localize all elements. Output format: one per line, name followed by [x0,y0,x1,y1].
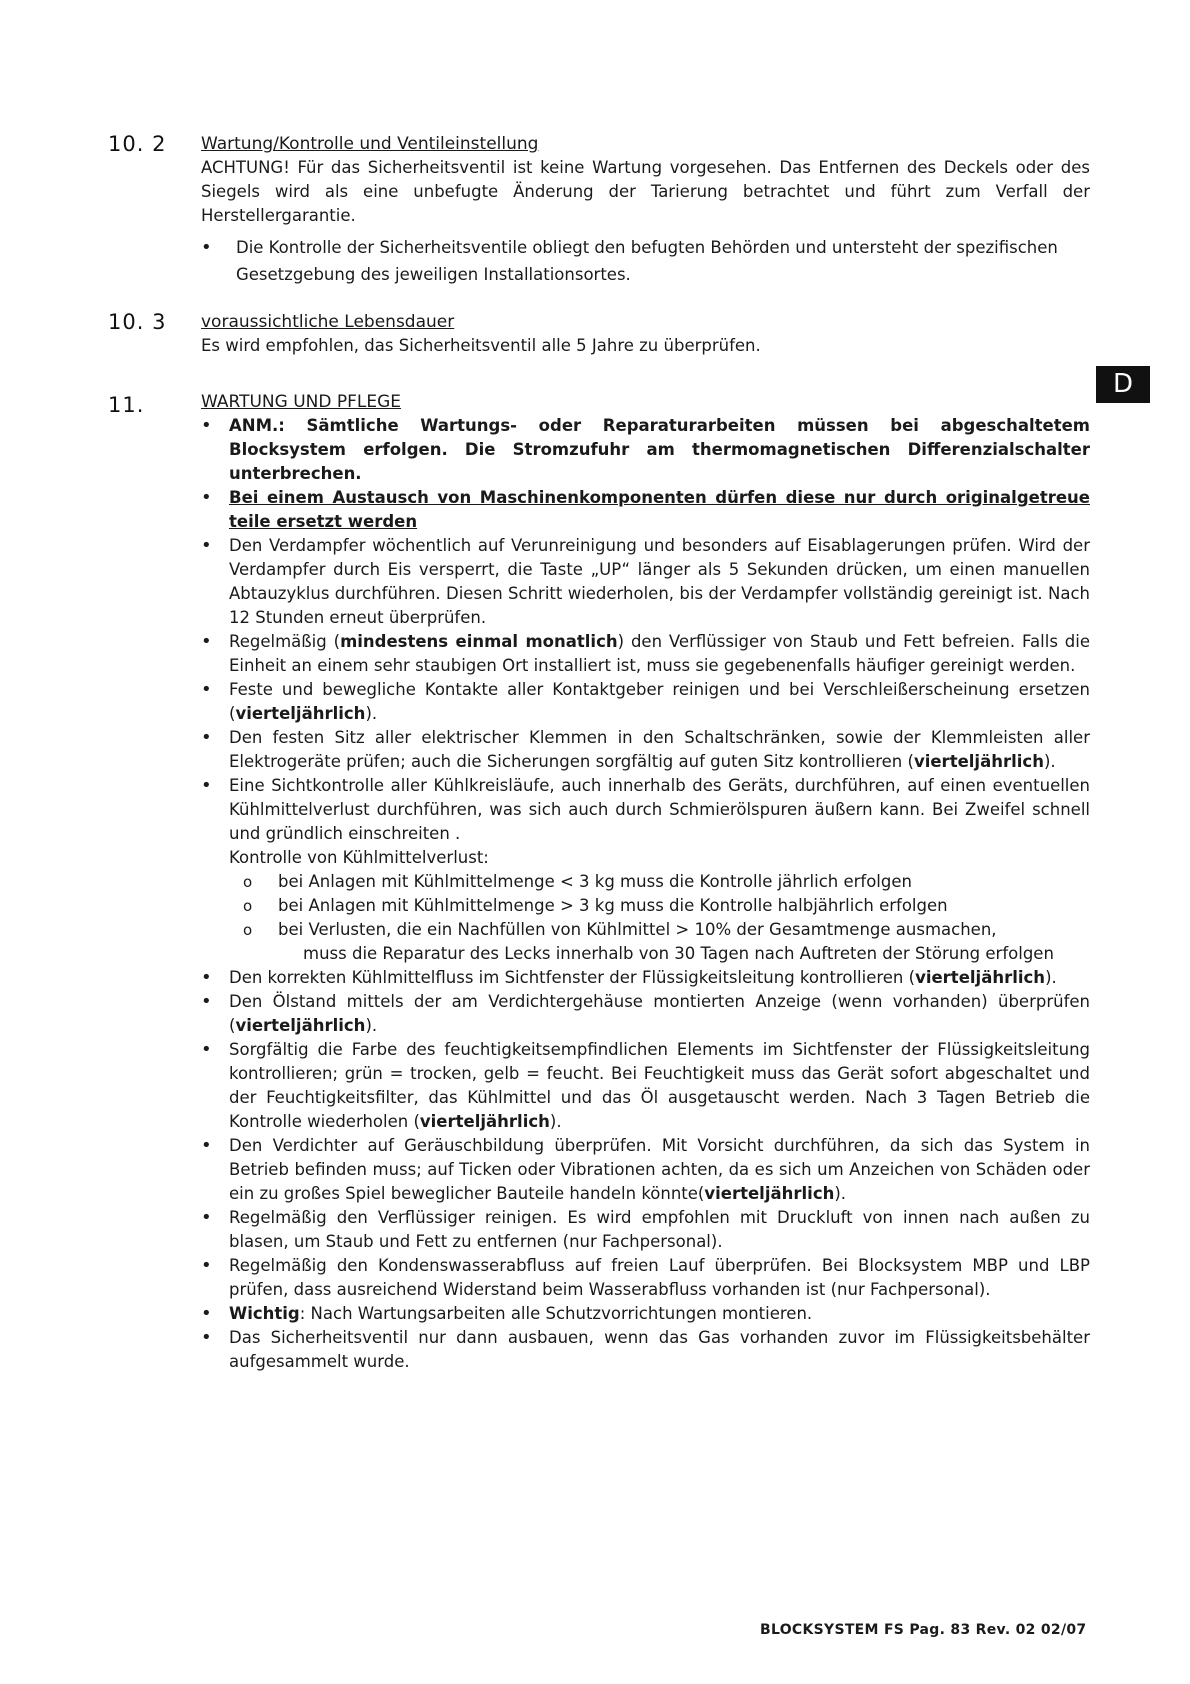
interval-text: vierteljährlich [419,1112,550,1131]
section-11 [201,390,1090,1374]
page-footer: BLOCKSYSTEM FS Pag. 83 Rev. 02 02/07 [760,1622,1087,1638]
sub-list-item: o bei Verlusten, die ein Nachfüllen von Kühlmittel > 10% der Gesamtmenge ausmachen, [201,918,1090,942]
interval-text: vierteljährlich [704,1184,835,1203]
note-text: ANM.: Sämtliche Wartungs- oder Reparaturarbeiten müssen bei abgeschaltetem Blocksystem erfolgen. Die Stromzufuhr am thermomagnetischen Differenzialschalter unterbrechen. [229,416,1090,483]
list-item: • Sorgfältig die Farbe des feuchtigkeitsempfindlichen Elements im Sichtfenster der Flüssigkeitsleitung kontrollieren; grün = trocken, gelb = feucht. Bei Feuchtigkeit muss das Gerät sofort abgeschaltet und der Feuchtigkeitsfilter, das Kühlmittel und das Öl ausgetauscht werden. Nach 3 Tagen Betrieb die Kontrolle wiederholen (vierteljährlich). [201,1038,1090,1134]
list-item: • Den Verdichter auf Geräuschbildung überprüfen. Mit Vorsicht durchführen, da sich das System in Betrieb befinden muss; auf Ticken oder Vibrationen achten, da es sich um Anzeichen von Schäden oder ein zu großes Spiel beweglicher Bauteile handeln könnte(vierteljährlich). [201,1134,1090,1206]
list-item: • Regelmäßig (mindestens einmal monatlich) den Verflüssiger von Staub und Fett befreien. Falls die Einheit an einem sehr staubigen Ort installiert ist, muss sie gegebenenfalls häufiger gereinigt werden. [201,630,1090,678]
list-item: • Regelmäßig den Verflüssiger reinigen. Es wird empfohlen mit Druckluft von innen nach außen zu blasen, um Staub und Fett zu entfernen (nur Fachpersonal). [201,1206,1090,1254]
section-title-10-3: voraussichtliche Lebensdauer [201,312,455,332]
section-number-10-2: 10. 2 [108,132,167,156]
list-item: • Den korrekten Kühlmittelfluss im Sichtfenster der Flüssigkeitsleitung kontrollieren (vierteljährlich). [201,966,1090,990]
sub-list-item-continuation: muss die Reparatur des Lecks innerhalb von 30 Tagen nach Auftreten der Störung erfolgen [303,944,1054,963]
list-item: • Wichtig: Nach Wartungsarbeiten alle Schutzvorrichtungen montieren. [201,1302,1090,1326]
list-item: • Das Sicherheitsventil nur dann ausbauen, wenn das Gas vorhanden zuvor im Flüssigkeitsbehälter aufgesammelt wurde. [201,1326,1090,1374]
sub-list-item: o bei Anlagen mit Kühlmittelmenge > 3 kg muss die Kontrolle halbjährlich erfolgen [201,894,1090,918]
list-item: • Den Verdampfer wöchentlich auf Verunreinigung und besonders auf Eisablagerungen prüfen. Wird der Verdampfer durch Eis versperrt, die Taste „UP“ länger als 5 Sekunden drücken, um einen manuellen Abtauzyklus durchführen. Diesen Schritt wiederholen, bis der Verdampfer vollständig gereinigt ist. Nach 12 Stunden erneut überprüfen. [201,534,1090,630]
leak-check-heading: Kontrolle von Kühlmittelverlust: [229,848,489,867]
interval-text: vierteljährlich [235,704,366,723]
language-tab-badge: D [1096,366,1150,403]
list-item: • Den Ölstand mittels der am Verdichtergehäuse montierten Anzeige (wenn vorhanden) überprüfen (vierteljährlich). [201,990,1090,1038]
replacement-text: Bei einem Austausch von Maschinenkomponenten dürfen diese nur durch originalgetreue teile ersetzt werden [229,488,1090,531]
interval-text: vierteljährlich [915,968,1046,987]
interval-text: vierteljährlich [235,1016,366,1035]
section-number-11: 11. [108,393,145,417]
sub-list-item: o bei Anlagen mit Kühlmittelmenge < 3 kg muss die Kontrolle jährlich erfolgen [201,870,1090,894]
list-item: • Regelmäßig den Kondenswasserabfluss auf freien Lauf überprüfen. Bei Blocksystem MBP und LBP prüfen, dass ausreichend Widerstand beim Wasserabfluss vorhanden ist (nur Fachpersonal). [201,1254,1090,1302]
list-item [201,486,1090,534]
list-item: • Die Kontrolle der Sicherheitsventile obliegt den befugten Behörden und untersteht der spezifischen Gesetzgebung des jeweiligen Installationsortes. [201,234,1090,288]
list-item: • Eine Sichtkontrolle aller Kühlkreisläufe, auch innerhalb des Geräts, durchführen, auf einen eventuellen Kühlmittelverlust durchführen, was sich auch durch Schmierölspuren äußern kann. Bei Zweifel schnell und gründlich einschreiten . [201,774,1090,846]
section-10-2 [201,132,1090,288]
list-item: • Feste und bewegliche Kontakte aller Kontaktgeber reinigen und bei Verschleißerscheinung ersetzen (vierteljährlich). [201,678,1090,726]
list-item [201,414,1090,486]
section-title-11: WARTUNG UND PFLEGE [201,392,402,412]
section-number-10-3: 10. 3 [108,310,167,334]
section-title-10-2: Wartung/Kontrolle und Ventileinstellung [201,134,539,154]
warning-paragraph: ACHTUNG! Für das Sicherheitsventil ist keine Wartung vorgesehen. Das Entfernen des Deckels oder des Siegels wird als eine unbefugte Änderung der Tarierung betrachtet und führt zum Verfall der Herstellergarantie. [201,158,1090,225]
list-item: • Den festen Sitz aller elektrischer Klemmen in den Schaltschränken, sowie der Klemmleisten aller Elektrogeräte prüfen; auch die Sicherungen sorgfältig auf guten Sitz kontrollieren (vierteljährlich). [201,726,1090,774]
interval-text: vierteljährlich [913,752,1044,771]
lifetime-paragraph: Es wird empfohlen, das Sicherheitsventil alle 5 Jahre zu überprüfen. [201,336,761,355]
section-10-3 [201,310,1090,358]
important-label: Wichtig [229,1304,300,1323]
interval-text: mindestens einmal monatlich [340,632,618,651]
